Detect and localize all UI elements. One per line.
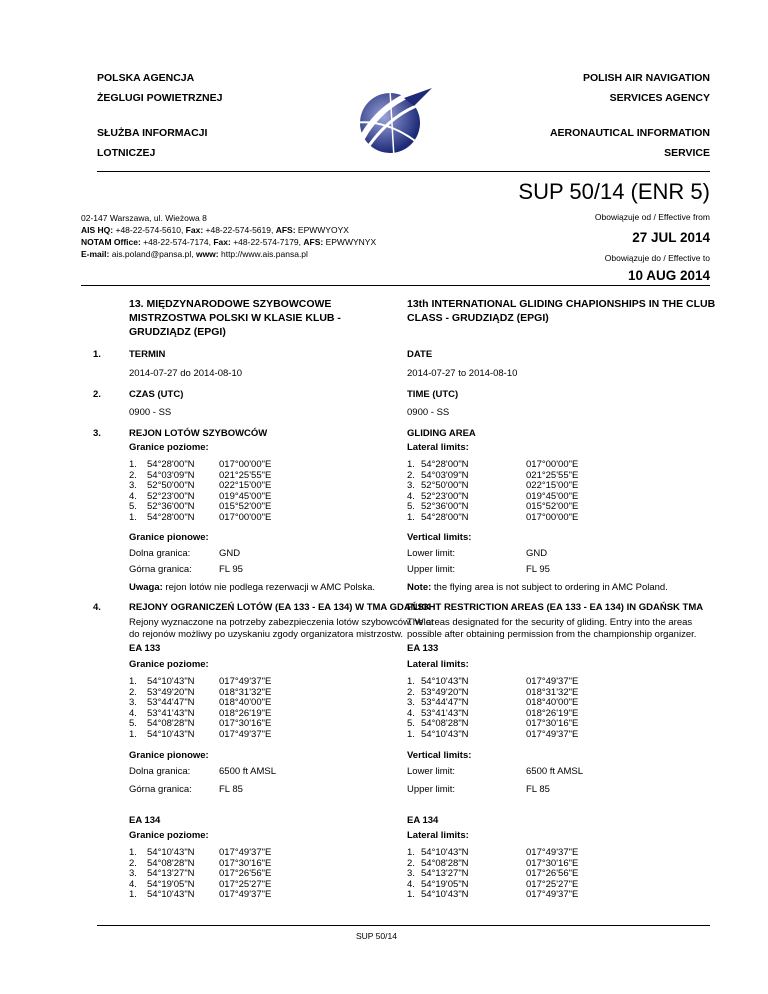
coord-latitude-pl: 53°44'47"N	[147, 697, 195, 709]
coord-longitude-pl: 021°25'55"E	[219, 469, 272, 481]
coord-longitude-en: 018°31'32"E	[526, 686, 579, 698]
coord-latitude-pl: 52°50'00"N	[147, 480, 195, 492]
coord-longitude-en: 018°26'19"E	[526, 707, 579, 719]
coord-longitude-pl: 017°30'16"E	[219, 718, 272, 730]
agency-name-en-line2: SERVICES AGENCY	[609, 92, 710, 104]
coord-longitude-pl: 017°00'00"E	[219, 512, 272, 523]
coord-longitude-en: 022°15'00"E	[526, 480, 579, 492]
section-1-heading-pl: TERMIN	[129, 349, 166, 360]
coord-number-pl: 1.	[129, 459, 137, 470]
coord-latitude-en: 52°36'00"N	[421, 501, 469, 513]
section-2-number: 2.	[93, 389, 101, 400]
coord-longitude-en: 017°49'37"E	[526, 889, 579, 901]
coord-number-pl: 3.	[129, 868, 137, 880]
contact-address: 02-147 Warszawa, ul. Wieżowa 8	[81, 213, 207, 223]
coord-number-en: 1.	[407, 729, 415, 740]
ea133-label-pl: EA 133	[129, 643, 161, 654]
coord-number-pl: 1.	[129, 729, 137, 740]
agency-name-pl-line1: POLSKA AGENCJA	[97, 72, 195, 84]
coord-latitude-en: 54°03'09"N	[421, 469, 469, 481]
section-3-heading-en: GLIDING AREA	[407, 428, 476, 439]
coord-longitude-pl: 017°49'37"E	[219, 847, 272, 858]
effective-from-date: 27 JUL 2014	[632, 230, 710, 245]
coord-number-pl: 5.	[129, 718, 137, 730]
coord-longitude-en: 017°00'00"E	[526, 459, 579, 470]
coord-longitude-en: 017°00'00"E	[526, 512, 579, 523]
coord-latitude-pl: 54°28'00"N	[147, 512, 195, 523]
coord-number-en: 4.	[407, 707, 415, 719]
lower-label-pl: Dolna granica:	[129, 548, 191, 559]
coord-longitude-en: 019°45'00"E	[526, 490, 579, 502]
agency-name-en-line1: POLISH AIR NAVIGATION	[583, 72, 710, 84]
section-1-value-pl: 2014-07-27 do 2014-08-10	[129, 368, 243, 379]
coord-number-en: 1.	[407, 512, 415, 523]
vertical-label-pl: Granice pionowe:	[129, 532, 209, 543]
section-3-heading-pl: REJON LOTÓW SZYBOWCÓW	[129, 428, 268, 439]
coord-latitude-en: 54°28'00"N	[421, 459, 469, 470]
effective-from-label: Obowiązuje od / Effective from	[594, 212, 710, 222]
coord-latitude-pl: 52°36'00"N	[147, 501, 195, 513]
coord-number-en: 1.	[407, 889, 415, 901]
coord-longitude-en: 015°52'00"E	[526, 501, 579, 513]
coord-latitude-pl: 53°41'43"N	[147, 707, 195, 719]
coord-number-en: 1.	[407, 676, 415, 687]
service-name-en-line1: AERONAUTICAL INFORMATION	[549, 127, 710, 139]
pansa-logo	[344, 78, 438, 168]
coord-latitude-pl: 54°13'27"N	[147, 868, 195, 880]
ea133-lower-value-en: 6500 ft AMSL	[526, 766, 584, 777]
coord-latitude-en: 54°08'28"N	[421, 857, 469, 869]
coord-latitude-pl: 54°08'28"N	[147, 857, 195, 869]
ea133-vertical-label-en: Vertical limits:	[407, 750, 472, 761]
ea134-label-en: EA 134	[407, 815, 439, 826]
coord-latitude-en: 54°10'43"N	[421, 729, 469, 740]
ea133-lateral-label-pl: Granice poziome:	[129, 659, 209, 670]
coord-number-pl: 4.	[129, 878, 137, 890]
ea134-lateral-label-pl: Granice poziome:	[129, 830, 209, 841]
coord-longitude-pl: 018°31'32"E	[219, 686, 272, 698]
section-1-heading-en: DATE	[407, 349, 433, 360]
coord-longitude-pl: 019°45'00"E	[219, 490, 272, 502]
coord-number-pl: 4.	[129, 490, 137, 502]
coord-number-en: 3.	[407, 480, 415, 492]
coord-number-pl: 1.	[129, 847, 137, 858]
coord-longitude-en: 017°49'37"E	[526, 729, 579, 740]
ea133-lower-label-en: Lower limit:	[407, 766, 456, 777]
coord-latitude-pl: 54°10'43"N	[147, 729, 195, 740]
contact-email: E-mail: ais.poland@pansa.pl, www: http://www.ais.pansa.pl	[81, 249, 308, 259]
coord-number-pl: 3.	[129, 480, 137, 492]
coord-number-pl: 1.	[129, 889, 137, 901]
section-2-value-en: 0900 - SS	[407, 407, 450, 418]
coord-number-pl: 2.	[129, 469, 137, 481]
coord-longitude-pl: 017°49'37"E	[219, 729, 272, 740]
section-4-desc-en-2: possible after obtaining permission from the championship organizer.	[407, 629, 697, 640]
coord-longitude-pl: 015°52'00"E	[219, 501, 272, 513]
coord-latitude-en: 54°08'28"N	[421, 718, 469, 730]
coord-latitude-pl: 54°10'43"N	[147, 676, 195, 687]
ea133-label-en: EA 133	[407, 643, 439, 654]
coord-longitude-pl: 022°15'00"E	[219, 480, 272, 492]
lower-value-en: GND	[526, 548, 548, 559]
lower-value-pl: GND	[219, 548, 241, 559]
ea133-upper-value-pl: FL 85	[219, 784, 243, 795]
coord-latitude-en: 53°49'20"N	[421, 686, 469, 698]
coord-longitude-en: 017°26'56"E	[526, 868, 579, 880]
sup-title: SUP 50/14 (ENR 5)	[518, 179, 710, 204]
section-1-number: 1.	[93, 349, 101, 360]
coord-longitude-en: 017°30'16"E	[526, 857, 579, 869]
coord-number-pl: 5.	[129, 501, 137, 513]
coord-longitude-pl: 017°49'37"E	[219, 676, 272, 687]
service-name-en-line2: SERVICE	[664, 147, 710, 159]
coord-latitude-en: 53°41'43"N	[421, 707, 469, 719]
coord-number-en: 4.	[407, 490, 415, 502]
section-4-desc-pl-2: do rejonów możliwy po uzyskaniu zgody organizatora mistrzostw.	[129, 629, 404, 640]
agency-name-pl-line2: ŻEGLUGI POWIETRZNEJ	[97, 92, 223, 104]
coord-latitude-pl: 53°49'20"N	[147, 686, 195, 698]
title-en: 13th INTERNATIONAL GLIDING CHAPIONSHIPS IN THE CLUB CLASS - GRUDZIĄDZ (EPGI)	[407, 298, 716, 324]
coord-longitude-en: 017°25'27"E	[526, 878, 579, 890]
coord-number-en: 2.	[407, 686, 415, 698]
coord-longitude-pl: 017°26'56"E	[219, 868, 272, 880]
coord-longitude-en: 017°49'37"E	[526, 676, 579, 687]
ea133-upper-value-en: FL 85	[526, 784, 550, 795]
ea133-upper-label-en: Upper limit:	[407, 784, 456, 795]
coord-latitude-en: 54°19'05"N	[421, 878, 469, 890]
coord-number-pl: 1.	[129, 676, 137, 687]
section-4-desc-en-1: The areas designated for the security of gliding. Entry into the areas	[407, 617, 693, 628]
coord-number-pl: 2.	[129, 686, 137, 698]
coord-number-en: 3.	[407, 697, 415, 709]
lower-label-en: Lower limit:	[407, 548, 456, 559]
ea133-lateral-label-en: Lateral limits:	[407, 659, 469, 670]
effective-to-label: Obowiązuje do / Effective to	[604, 253, 710, 263]
coord-longitude-pl: 018°26'19"E	[219, 707, 272, 719]
coord-longitude-pl: 017°49'37"E	[219, 889, 272, 901]
ea134-lateral-label-en: Lateral limits:	[407, 830, 469, 841]
section-4-heading-en: FLIGHT RESTRICTION AREAS (EA 133 - EA 134) IN GDAŃSK TMA	[407, 602, 704, 613]
section-2-heading-en: TIME (UTC)	[407, 389, 459, 400]
service-name-pl-line1: SŁUŻBA INFORMACJI	[97, 127, 208, 139]
lateral-label-en: Lateral limits:	[407, 442, 469, 453]
coord-latitude-pl: 52°23'00"N	[147, 490, 195, 502]
note-pl: Uwaga: rejon lotów nie podlega rezerwacji w AMC Polska.	[129, 582, 376, 593]
note-en: Note: the flying area is not subject to ordering in AMC Poland.	[407, 582, 668, 593]
coord-latitude-pl: 54°10'43"N	[147, 889, 195, 901]
coord-number-en: 1.	[407, 847, 415, 858]
contact-divider	[81, 285, 710, 286]
coord-latitude-en: 54°10'43"N	[421, 676, 469, 687]
upper-label-en: Upper limit:	[407, 564, 456, 575]
lateral-label-pl: Granice poziome:	[129, 442, 209, 453]
upper-value-pl: FL 95	[219, 564, 243, 575]
contact-ais-hq: AIS HQ: +48-22-574-5610, Fax: +48-22-574-5619, AFS: EPWWYOYX	[81, 225, 349, 235]
coord-latitude-pl: 54°08'28"N	[147, 718, 195, 730]
section-2-heading-pl: CZAS (UTC)	[129, 389, 184, 400]
coord-number-pl: 2.	[129, 857, 137, 869]
contact-notam: NOTAM Office: +48-22-574-7174, Fax: +48-22-574-7179, AFS: EPWWYNYX	[81, 237, 377, 247]
coord-latitude-en: 54°13'27"N	[421, 868, 469, 880]
coord-number-pl: 1.	[129, 512, 137, 523]
coord-latitude-en: 54°10'43"N	[421, 889, 469, 901]
coord-number-pl: 3.	[129, 697, 137, 709]
vertical-label-en: Vertical limits:	[407, 532, 472, 543]
coord-longitude-en: 021°25'55"E	[526, 469, 579, 481]
upper-value-en: FL 95	[526, 564, 550, 575]
footer-page-id: SUP 50/14	[356, 931, 397, 941]
coord-longitude-pl: 017°00'00"E	[219, 459, 272, 470]
section-4-desc-pl-1: Rejony wyznaczone na potrzeby zabezpieczenia lotów szybowców. Wlot	[129, 617, 434, 628]
coord-latitude-en: 54°10'43"N	[421, 847, 469, 858]
coord-longitude-pl: 017°30'16"E	[219, 857, 272, 869]
ea133-upper-label-pl: Górna granica:	[129, 784, 192, 795]
coord-latitude-en: 52°23'00"N	[421, 490, 469, 502]
coord-latitude-pl: 54°10'43"N	[147, 847, 195, 858]
coord-latitude-en: 52°50'00"N	[421, 480, 469, 492]
ea134-label-pl: EA 134	[129, 815, 161, 826]
coord-longitude-pl: 018°40'00"E	[219, 697, 272, 709]
footer-divider	[97, 925, 710, 926]
coord-number-en: 2.	[407, 469, 415, 481]
section-4-number: 4.	[93, 602, 101, 613]
ea133-vertical-label-pl: Granice pionowe:	[129, 750, 209, 761]
coord-longitude-en: 018°40'00"E	[526, 697, 579, 709]
section-2-value-pl: 0900 - SS	[129, 407, 172, 418]
section-4-heading-pl: REJONY OGRANICZEŃ LOTÓW (EA 133 - EA 134) W TMA GDAŃSK	[129, 602, 431, 613]
coord-number-en: 4.	[407, 878, 415, 890]
coord-number-en: 5.	[407, 718, 415, 730]
header-divider	[97, 171, 710, 172]
coord-longitude-en: 017°49'37"E	[526, 847, 579, 858]
upper-label-pl: Górna granica:	[129, 564, 192, 575]
coord-number-en: 2.	[407, 857, 415, 869]
section-3-number: 3.	[93, 428, 101, 439]
coord-number-en: 1.	[407, 459, 415, 470]
ea133-lower-value-pl: 6500 ft AMSL	[219, 766, 277, 777]
section-1-value-en: 2014-07-27 to 2014-08-10	[407, 368, 518, 379]
effective-to-date: 10 AUG 2014	[627, 268, 710, 283]
coord-latitude-pl: 54°28'00"N	[147, 459, 195, 470]
ea133-lower-label-pl: Dolna granica:	[129, 766, 191, 777]
service-name-pl-line2: LOTNICZEJ	[97, 147, 156, 159]
coord-number-en: 3.	[407, 868, 415, 880]
coord-latitude-en: 53°44'47"N	[421, 697, 469, 709]
coord-number-en: 5.	[407, 501, 415, 513]
coord-number-pl: 4.	[129, 707, 137, 719]
coord-longitude-pl: 017°25'27"E	[219, 878, 272, 890]
coord-latitude-en: 54°28'00"N	[421, 512, 469, 523]
coord-longitude-en: 017°30'16"E	[526, 718, 579, 730]
coord-latitude-pl: 54°03'09"N	[147, 469, 195, 481]
coord-latitude-pl: 54°19'05"N	[147, 878, 195, 890]
title-pl: 13. MIĘDZYNARODOWE SZYBOWCOWE MISTRZOSTWA POLSKI W KLASIE KLUB - GRUDZIĄDZ (EPGI)	[129, 298, 341, 338]
